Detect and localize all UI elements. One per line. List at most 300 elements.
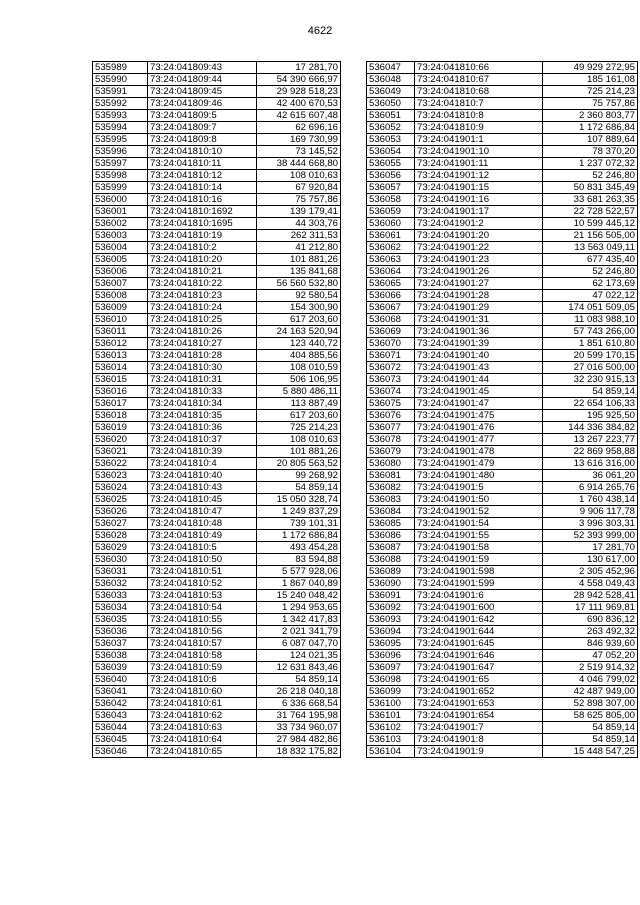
value-cell: 29 928 518,23	[257, 86, 341, 98]
table-row	[93, 518, 341, 530]
table-row	[93, 422, 341, 434]
value-cell: 47 052,20	[543, 650, 638, 662]
row-id-cell: 536069	[367, 326, 415, 338]
table-row	[367, 542, 638, 554]
cadastral-number-cell: 73:24:041901:599	[415, 578, 543, 590]
row-id-cell: 536075	[367, 398, 415, 410]
row-id-cell: 535998	[93, 170, 148, 182]
row-id-cell: 535989	[93, 62, 148, 74]
table-row	[93, 74, 341, 86]
cadastral-number-cell: 73:24:041810:21	[148, 266, 257, 278]
table-row	[93, 638, 341, 650]
cadastral-number-cell: 73:24:041810:48	[148, 518, 257, 530]
cadastral-number-cell: 73:24:041810:56	[148, 626, 257, 638]
value-cell: 33 734 960,07	[257, 722, 341, 734]
table-row	[93, 98, 341, 110]
value-cell: 13 616 316,00	[543, 458, 638, 470]
table-row	[367, 470, 638, 482]
table-row	[93, 86, 341, 98]
value-cell: 44 303,76	[257, 218, 341, 230]
table-row	[367, 146, 638, 158]
value-cell: 144 336 384,82	[543, 422, 638, 434]
row-id-cell: 536001	[93, 206, 148, 218]
cadastral-number-cell: 73:24:041810:63	[148, 722, 257, 734]
value-cell: 92 580,54	[257, 290, 341, 302]
table-row	[93, 122, 341, 134]
cadastral-number-cell: 73:24:041901:1	[415, 134, 543, 146]
value-cell: 1 342 417,83	[257, 614, 341, 626]
cadastral-number-cell: 73:24:041810:61	[148, 698, 257, 710]
cadastral-number-cell: 73:24:041901:58	[415, 542, 543, 554]
row-id-cell: 536083	[367, 494, 415, 506]
page-number: 4622	[307, 25, 333, 37]
row-id-cell: 536015	[93, 374, 148, 386]
table-row	[93, 242, 341, 254]
row-id-cell: 536013	[93, 350, 148, 362]
value-cell: 101 881,26	[257, 254, 341, 266]
table-row	[93, 542, 341, 554]
row-id-cell: 536060	[367, 218, 415, 230]
row-id-cell: 535999	[93, 182, 148, 194]
value-cell: 725 214,23	[543, 86, 638, 98]
table-row	[367, 398, 638, 410]
value-cell: 123 440,72	[257, 338, 341, 350]
value-cell: 22 728 522,57	[543, 206, 638, 218]
table-row	[367, 254, 638, 266]
cadastral-number-cell: 73:24:041809:45	[148, 86, 257, 98]
value-cell: 6 914 265,76	[543, 482, 638, 494]
table-row	[93, 602, 341, 614]
table-row	[367, 662, 638, 674]
row-id-cell: 536080	[367, 458, 415, 470]
row-id-cell: 536017	[93, 398, 148, 410]
cadastral-number-cell: 73:24:041810:4	[148, 458, 257, 470]
table-row	[93, 554, 341, 566]
cadastral-number-cell: 73:24:041810:60	[148, 686, 257, 698]
row-id-cell: 536006	[93, 266, 148, 278]
row-id-cell: 536031	[93, 566, 148, 578]
value-cell: 195 925,50	[543, 410, 638, 422]
value-cell: 54 859,14	[257, 482, 341, 494]
cadastral-number-cell: 73:24:041810:54	[148, 602, 257, 614]
row-id-cell: 535991	[93, 86, 148, 98]
cadastral-number-cell: 73:24:041901:6	[415, 590, 543, 602]
value-cell: 22 654 106,33	[543, 398, 638, 410]
row-id-cell: 536104	[367, 746, 415, 758]
cadastral-number-cell: 73:24:041810:37	[148, 434, 257, 446]
value-cell: 52 393 999,00	[543, 530, 638, 542]
cadastral-number-cell: 73:24:041901:40	[415, 350, 543, 362]
cadastral-number-cell: 73:24:041810:47	[148, 506, 257, 518]
cadastral-number-cell: 73:24:041810:19	[148, 230, 257, 242]
row-id-cell: 536094	[367, 626, 415, 638]
value-cell: 124 021,35	[257, 650, 341, 662]
value-cell: 58 625 805,00	[543, 710, 638, 722]
value-cell: 42 400 670,53	[257, 98, 341, 110]
table-row	[367, 110, 638, 122]
cadastral-number-cell: 73:24:041901:646	[415, 650, 543, 662]
row-id-cell: 536054	[367, 146, 415, 158]
value-cell: 62 696,16	[257, 122, 341, 134]
row-id-cell: 536004	[93, 242, 148, 254]
value-cell: 52 898 307,00	[543, 698, 638, 710]
cadastral-number-cell: 73:24:041901:478	[415, 446, 543, 458]
value-cell: 506 106,95	[257, 374, 341, 386]
table-row	[367, 566, 638, 578]
table-row	[93, 470, 341, 482]
value-cell: 1 851 610,80	[543, 338, 638, 350]
value-cell: 101 881,26	[257, 446, 341, 458]
table-row	[93, 146, 341, 158]
table-row	[93, 482, 341, 494]
table-row	[367, 278, 638, 290]
row-id-cell: 535996	[93, 146, 148, 158]
table-row	[93, 686, 341, 698]
row-id-cell: 536066	[367, 290, 415, 302]
cadastral-number-cell: 73:24:041810:50	[148, 554, 257, 566]
value-cell: 41 212,80	[257, 242, 341, 254]
row-id-cell: 536090	[367, 578, 415, 590]
table-row	[367, 230, 638, 242]
value-cell: 6 087 047,70	[257, 638, 341, 650]
value-cell: 2 360 803,77	[543, 110, 638, 122]
table-row	[93, 218, 341, 230]
table-row	[93, 158, 341, 170]
cadastral-number-cell: 73:24:041810:49	[148, 530, 257, 542]
cadastral-number-cell: 73:24:041810:30	[148, 362, 257, 374]
row-id-cell: 536014	[93, 362, 148, 374]
value-cell: 52 246,80	[543, 266, 638, 278]
table-row	[367, 242, 638, 254]
row-id-cell: 536059	[367, 206, 415, 218]
row-id-cell: 536091	[367, 590, 415, 602]
value-cell: 185 161,08	[543, 74, 638, 86]
table-row	[93, 746, 341, 758]
value-cell: 33 681 263,35	[543, 194, 638, 206]
value-cell: 50 831 345,49	[543, 182, 638, 194]
value-cell: 49 929 272,95	[543, 62, 638, 74]
value-cell: 42 615 607,48	[257, 110, 341, 122]
cadastral-number-cell: 73:24:041901:15	[415, 182, 543, 194]
table-row	[93, 734, 341, 746]
cadastral-number-cell: 73:24:041810:24	[148, 302, 257, 314]
cadastral-number-cell: 73:24:041901:22	[415, 242, 543, 254]
table-row	[93, 170, 341, 182]
table-row	[367, 326, 638, 338]
cadastral-number-cell: 73:24:041901:12	[415, 170, 543, 182]
cadastral-number-cell: 73:24:041901:477	[415, 434, 543, 446]
table-row	[367, 554, 638, 566]
cadastral-number-cell: 73:24:041901:31	[415, 314, 543, 326]
row-id-cell: 536035	[93, 614, 148, 626]
value-cell: 1 294 953,65	[257, 602, 341, 614]
right-registry-table	[366, 61, 638, 758]
table-row	[367, 374, 638, 386]
cadastral-number-cell: 73:24:041901:59	[415, 554, 543, 566]
cadastral-number-cell: 73:24:041810:35	[148, 410, 257, 422]
value-cell: 32 230 915,13	[543, 374, 638, 386]
row-id-cell: 536097	[367, 662, 415, 674]
row-id-cell: 536098	[367, 674, 415, 686]
row-id-cell: 536042	[93, 698, 148, 710]
row-id-cell: 536029	[93, 542, 148, 554]
value-cell: 67 920,84	[257, 182, 341, 194]
row-id-cell: 536099	[367, 686, 415, 698]
row-id-cell: 535993	[93, 110, 148, 122]
row-id-cell: 536030	[93, 554, 148, 566]
value-cell: 107 889,64	[543, 134, 638, 146]
value-cell: 15 240 048,42	[257, 590, 341, 602]
cadastral-number-cell: 73:24:041901:9	[415, 746, 543, 758]
value-cell: 11 083 988,10	[543, 314, 638, 326]
value-cell: 1 249 837,29	[257, 506, 341, 518]
table-row	[367, 686, 638, 698]
cadastral-number-cell: 73:24:041901:479	[415, 458, 543, 470]
row-id-cell: 536057	[367, 182, 415, 194]
table-row	[93, 662, 341, 674]
value-cell: 36 061,20	[543, 470, 638, 482]
cadastral-number-cell: 73:24:041901:645	[415, 638, 543, 650]
cadastral-number-cell: 73:24:041901:65	[415, 674, 543, 686]
row-id-cell: 536040	[93, 674, 148, 686]
table-row	[367, 410, 638, 422]
value-cell: 12 631 843,46	[257, 662, 341, 674]
row-id-cell: 536084	[367, 506, 415, 518]
cadastral-number-cell: 73:24:041901:39	[415, 338, 543, 350]
value-cell: 262 311,53	[257, 230, 341, 242]
cadastral-number-cell: 73:24:041810:7	[415, 98, 543, 110]
row-id-cell: 536038	[93, 650, 148, 662]
value-cell: 493 454,28	[257, 542, 341, 554]
value-cell: 54 859,14	[257, 674, 341, 686]
value-cell: 1 172 686,84	[543, 122, 638, 134]
row-id-cell: 536044	[93, 722, 148, 734]
cadastral-number-cell: 73:24:041901:17	[415, 206, 543, 218]
value-cell: 13 563 049,11	[543, 242, 638, 254]
cadastral-number-cell: 73:24:041901:7	[415, 722, 543, 734]
table-row	[93, 194, 341, 206]
table-row	[93, 206, 341, 218]
row-id-cell: 536086	[367, 530, 415, 542]
table-row	[93, 578, 341, 590]
cadastral-number-cell: 73:24:041810:10	[148, 146, 257, 158]
value-cell: 54 859,14	[543, 722, 638, 734]
cadastral-number-cell: 73:24:041810:67	[415, 74, 543, 86]
table-row	[93, 350, 341, 362]
row-id-cell: 536082	[367, 482, 415, 494]
table-row	[367, 314, 638, 326]
table-row	[367, 134, 638, 146]
cadastral-number-cell: 73:24:041901:647	[415, 662, 543, 674]
cadastral-number-cell: 73:24:041901:8	[415, 734, 543, 746]
value-cell: 169 730,99	[257, 134, 341, 146]
table-row	[367, 362, 638, 374]
value-cell: 739 101,31	[257, 518, 341, 530]
value-cell: 154 300,90	[257, 302, 341, 314]
value-cell: 17 281,70	[257, 62, 341, 74]
value-cell: 846 939,60	[543, 638, 638, 650]
table-row	[367, 446, 638, 458]
value-cell: 42 487 949,00	[543, 686, 638, 698]
cadastral-number-cell: 73:24:041809:44	[148, 74, 257, 86]
table-row	[367, 158, 638, 170]
cadastral-number-cell: 73:24:041809:7	[148, 122, 257, 134]
value-cell: 47 022,12	[543, 290, 638, 302]
value-cell: 54 859,14	[543, 734, 638, 746]
table-row	[367, 194, 638, 206]
value-cell: 113 887,49	[257, 398, 341, 410]
row-id-cell: 536088	[367, 554, 415, 566]
row-id-cell: 536020	[93, 434, 148, 446]
cadastral-number-cell: 73:24:041810:45	[148, 494, 257, 506]
cadastral-number-cell: 73:24:041901:654	[415, 710, 543, 722]
table-row	[367, 650, 638, 662]
cadastral-number-cell: 73:24:041810:64	[148, 734, 257, 746]
row-id-cell: 536077	[367, 422, 415, 434]
value-cell: 1 172 686,84	[257, 530, 341, 542]
table-row	[93, 626, 341, 638]
table-row	[367, 626, 638, 638]
row-id-cell: 536026	[93, 506, 148, 518]
table-row	[367, 266, 638, 278]
value-cell: 10 599 445,12	[543, 218, 638, 230]
row-id-cell: 536007	[93, 278, 148, 290]
value-cell: 5 880 486,11	[257, 386, 341, 398]
table-row	[367, 422, 638, 434]
cadastral-number-cell: 73:24:041810:2	[148, 242, 257, 254]
row-id-cell: 536058	[367, 194, 415, 206]
cadastral-number-cell: 73:24:041810:57	[148, 638, 257, 650]
value-cell: 108 010,63	[257, 434, 341, 446]
row-id-cell: 536095	[367, 638, 415, 650]
table-row	[93, 566, 341, 578]
value-cell: 5 577 928,06	[257, 566, 341, 578]
value-cell: 2 021 341,79	[257, 626, 341, 638]
row-id-cell: 536079	[367, 446, 415, 458]
cadastral-number-cell: 73:24:041810:28	[148, 350, 257, 362]
row-id-cell: 536039	[93, 662, 148, 674]
cadastral-number-cell: 73:24:041901:54	[415, 518, 543, 530]
table-row	[93, 398, 341, 410]
table-row	[367, 710, 638, 722]
row-id-cell: 535994	[93, 122, 148, 134]
value-cell: 17 111 969,81	[543, 602, 638, 614]
cadastral-number-cell: 73:24:041810:62	[148, 710, 257, 722]
cadastral-number-cell: 73:24:041810:34	[148, 398, 257, 410]
table-row	[367, 590, 638, 602]
row-id-cell: 536011	[93, 326, 148, 338]
left-registry-table	[92, 61, 341, 758]
cadastral-number-cell: 73:24:041901:642	[415, 614, 543, 626]
row-id-cell: 536005	[93, 254, 148, 266]
row-id-cell: 535992	[93, 98, 148, 110]
value-cell: 52 246,80	[543, 170, 638, 182]
row-id-cell: 536032	[93, 578, 148, 590]
row-id-cell: 536018	[93, 410, 148, 422]
row-id-cell: 536036	[93, 626, 148, 638]
cadastral-number-cell: 73:24:041901:652	[415, 686, 543, 698]
table-row	[93, 506, 341, 518]
value-cell: 690 836,12	[543, 614, 638, 626]
table-row	[367, 578, 638, 590]
row-id-cell: 536003	[93, 230, 148, 242]
value-cell: 2 305 452,96	[543, 566, 638, 578]
table-row	[367, 698, 638, 710]
cadastral-number-cell: 73:24:041810:43	[148, 482, 257, 494]
row-id-cell: 536000	[93, 194, 148, 206]
cadastral-number-cell: 73:24:041901:45	[415, 386, 543, 398]
row-id-cell: 536019	[93, 422, 148, 434]
row-id-cell: 536053	[367, 134, 415, 146]
row-id-cell: 536087	[367, 542, 415, 554]
value-cell: 677 435,40	[543, 254, 638, 266]
table-row	[367, 746, 638, 758]
table-row	[367, 302, 638, 314]
row-id-cell: 536073	[367, 374, 415, 386]
cadastral-number-cell: 73:24:041901:2	[415, 218, 543, 230]
table-row	[367, 638, 638, 650]
value-cell: 75 757,86	[257, 194, 341, 206]
row-id-cell: 536024	[93, 482, 148, 494]
cadastral-number-cell: 73:24:041810:9	[415, 122, 543, 134]
cadastral-number-cell: 73:24:041901:480	[415, 470, 543, 482]
cadastral-number-cell: 73:24:041810:31	[148, 374, 257, 386]
table-row	[93, 362, 341, 374]
row-id-cell: 536076	[367, 410, 415, 422]
table-row	[93, 314, 341, 326]
row-id-cell: 536067	[367, 302, 415, 314]
cadastral-number-cell: 73:24:041901:653	[415, 698, 543, 710]
row-id-cell: 536028	[93, 530, 148, 542]
value-cell: 54 859,14	[543, 386, 638, 398]
row-id-cell: 536043	[93, 710, 148, 722]
cadastral-number-cell: 73:24:041810:23	[148, 290, 257, 302]
cadastral-number-cell: 73:24:041901:27	[415, 278, 543, 290]
table-row	[93, 674, 341, 686]
row-id-cell: 536041	[93, 686, 148, 698]
table-row	[93, 266, 341, 278]
cadastral-number-cell: 73:24:041810:25	[148, 314, 257, 326]
table-row	[93, 62, 341, 74]
value-cell: 3 996 303,31	[543, 518, 638, 530]
value-cell: 38 444 668,80	[257, 158, 341, 170]
cadastral-number-cell: 73:24:041810:33	[148, 386, 257, 398]
table-row	[93, 410, 341, 422]
table-row	[93, 494, 341, 506]
row-id-cell: 536034	[93, 602, 148, 614]
cadastral-number-cell: 73:24:041810:22	[148, 278, 257, 290]
cadastral-number-cell: 73:24:041810:51	[148, 566, 257, 578]
cadastral-number-cell: 73:24:041810:14	[148, 182, 257, 194]
row-id-cell: 536072	[367, 362, 415, 374]
cadastral-number-cell: 73:24:041809:8	[148, 134, 257, 146]
row-id-cell: 536012	[93, 338, 148, 350]
table-row	[93, 374, 341, 386]
row-id-cell: 536074	[367, 386, 415, 398]
row-id-cell: 536009	[93, 302, 148, 314]
value-cell: 20 805 563,52	[257, 458, 341, 470]
table-row	[367, 206, 638, 218]
table-row	[367, 602, 638, 614]
table-row	[367, 530, 638, 542]
row-id-cell: 536065	[367, 278, 415, 290]
cadastral-number-cell: 73:24:041810:5	[148, 542, 257, 554]
table-row	[367, 674, 638, 686]
cadastral-number-cell: 73:24:041810:65	[148, 746, 257, 758]
row-id-cell: 536068	[367, 314, 415, 326]
cadastral-number-cell: 73:24:041810:20	[148, 254, 257, 266]
value-cell: 20 599 170,15	[543, 350, 638, 362]
